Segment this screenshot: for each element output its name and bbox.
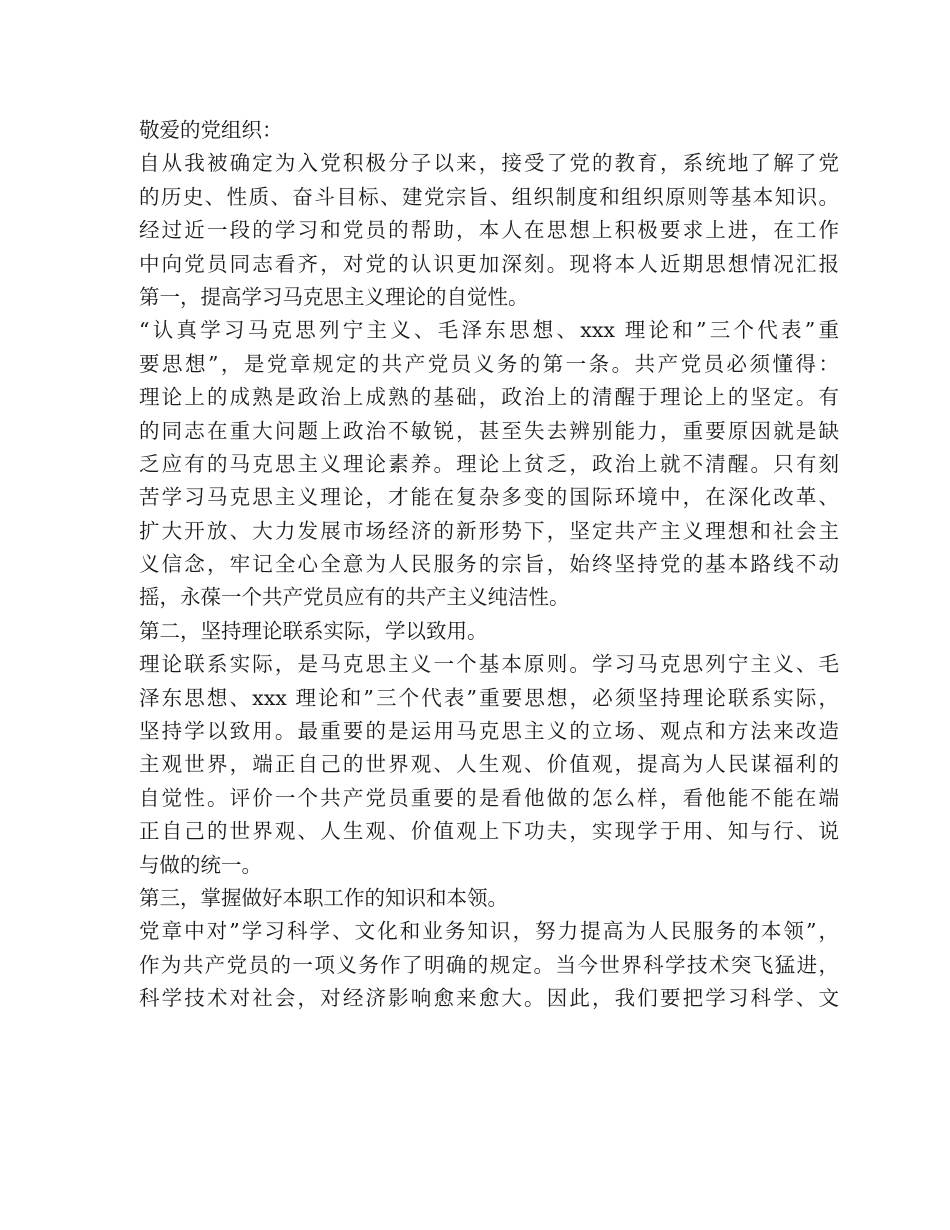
text-line: 正自己的世界观、人生观、价值观上下功夫，实现学于用、知与行、说 [139,819,839,844]
text-line: 摇，永葆一个共产党员应有的共产主义纯洁性。 [139,585,570,610]
text-line: 与做的统一。 [139,852,262,877]
text-line: 主观世界，端正自己的世界观、人生观、价值观，提高为人民谋福利的 [139,752,839,777]
text-line: 的历史、性质、奋斗目标、建党宗旨、组织制度和组织原则等基本知识。 [139,184,839,209]
text-line: 的同志在重大问题上政治不敏锐，甚至失去辨别能力，重要原因就是缺 [139,418,839,443]
text-line: 要思想”，是党章规定的共产党员义务的第一条。共产党员必须懂得： [139,351,839,376]
text-line: 自从我被确定为入党积极分子以来，接受了党的教育，系统地了解了党 [139,151,839,176]
document-body [139,114,839,1016]
text-line: 理论联系实际，是马克思主义一个基本原则。学习马克思列宁主义、毛 [139,652,839,677]
text-line: 义信念，牢记全心全意为人民服务的宗旨，始终坚持党的基本路线不动 [139,552,839,577]
text-line: 敬爱的党组织： [139,118,283,142]
text-line: 理论上的成熟是政治上成熟的基础，政治上的清醒于理论上的坚定。有 [139,385,839,410]
text-line: “认真学习马克思列宁主义、毛泽东思想、xxx 理论和”三个代表”重 [139,318,839,343]
text-line: 坚持学以致用。最重要的是运用马克思主义的立场、观点和方法来改造 [139,719,839,744]
text-line: 乏应有的马克思主义理论素养。理论上贫乏，政治上就不清醒。只有刻 [139,451,839,476]
text-line: 中向党员同志看齐，对党的认识更加深刻。现将本人近期思想情况汇报 [139,251,839,276]
text-line: 第二，坚持理论联系实际，学以致用。 [139,618,488,643]
text-line: 扩大开放、大力发展市场经济的新形势下，坚定共产主义理想和社会主 [139,518,839,543]
text-line: 第一，提高学习马克思主义理论的自觉性。 [139,284,529,309]
text-line: 第三，掌握做好本职工作的知识和本领。 [139,885,508,910]
text-line: 作为共产党员的一项义务作了明确的规定。当今世界科学技术突飞猛进， [139,952,839,977]
text-line: 科学技术对社会，对经济影响愈来愈大。因此，我们要把学习科学、文 [139,986,839,1011]
text-line: 泽东思想、xxx 理论和”三个代表”重要思想，必须坚持理论联系实际， [139,685,839,710]
text-line: 党章中对”学习科学、文化和业务知识，努力提高为人民服务的本领”， [139,919,839,944]
text-line: 经过近一段的学习和党员的帮助，本人在思想上积极要求上进，在工作 [139,218,839,243]
text-line: 自觉性。评价一个共产党员重要的是看他做的怎么样，看他能不能在端 [139,785,839,810]
text-line: 苦学习马克思主义理论，才能在复杂多变的国际环境中，在深化改革、 [139,485,839,510]
